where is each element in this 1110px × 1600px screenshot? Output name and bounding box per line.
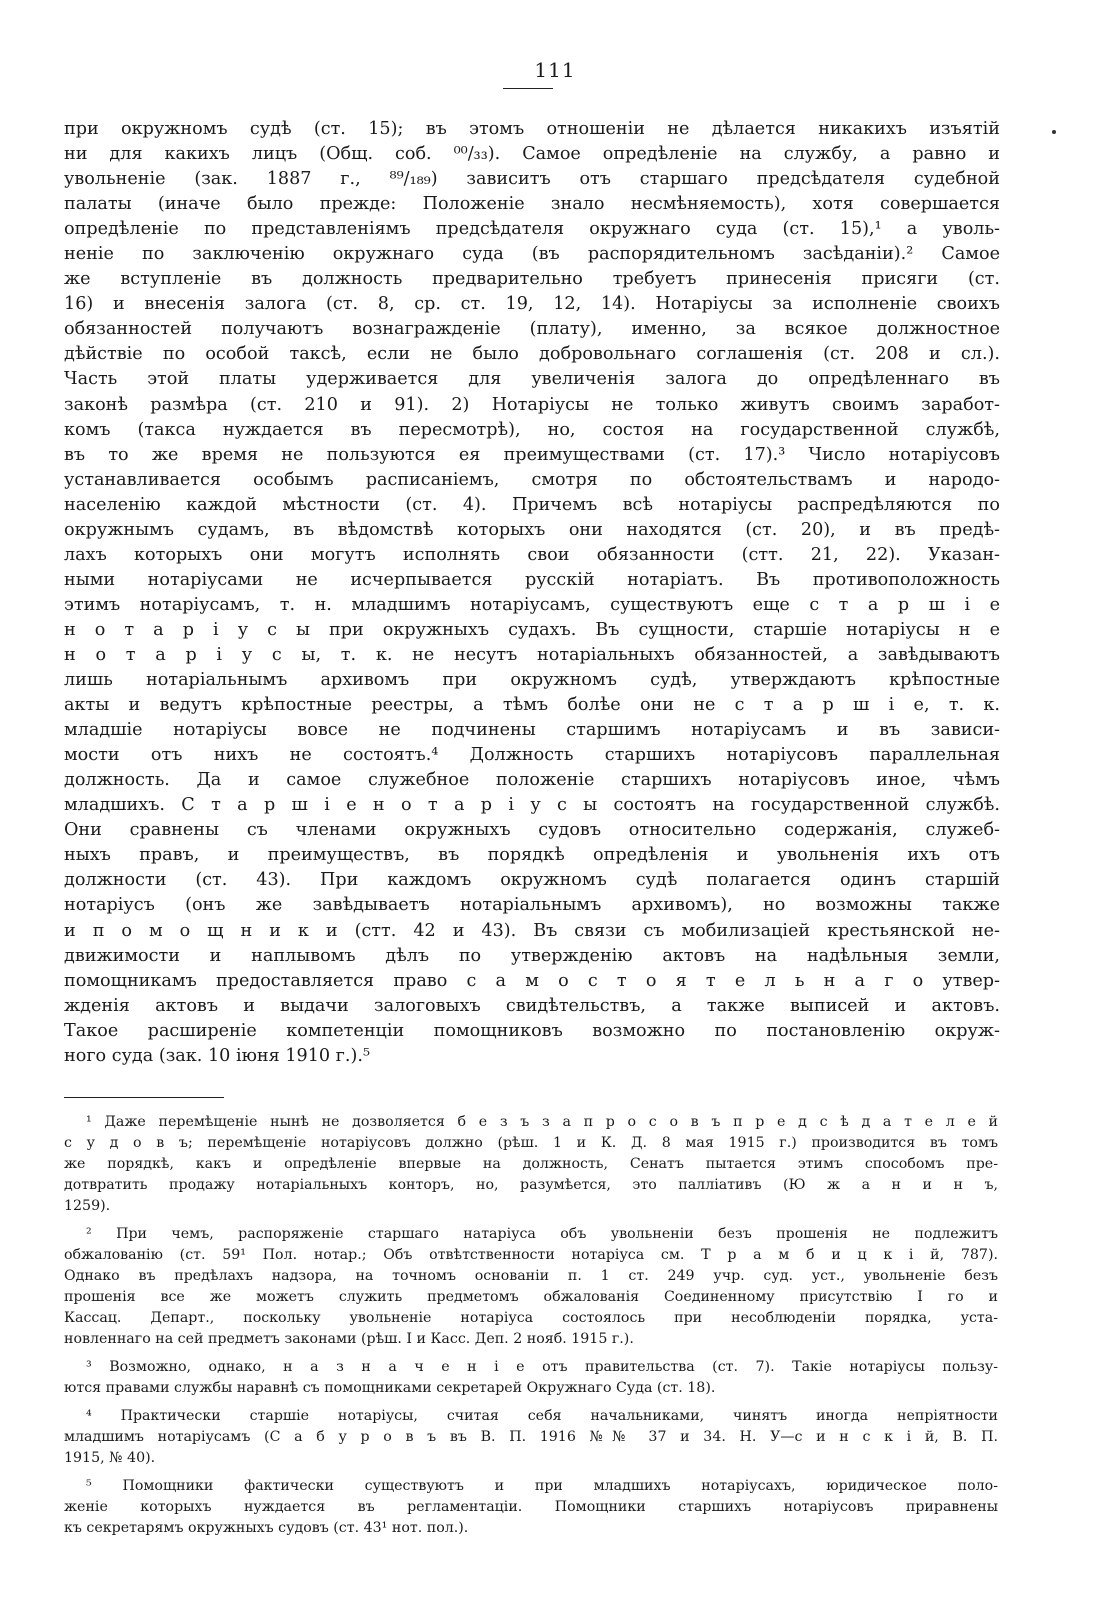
footnote-line: дотвратить продажу нотаріальныхъ конторъ, но, разумѣется, это палліативъ (Ю ж а н и н ъ, (64, 1177, 998, 1193)
footnote-line: ³ Возможно, однако, н а з н а ч е н і е отъ правительства (ст. 7). Такіе нотаріусы пользу- (86, 1359, 998, 1375)
text-line: должности (ст. 43). При каждомъ окружномъ судѣ полагается одинъ старшій (64, 870, 1000, 891)
text-line: 16) и внесенія залога (ст. 8, ср. ст. 19, 12, 14). Нотаріусы за исполненіе своихъ (64, 294, 1000, 315)
text-line: лишь нотаріальнымъ архивомъ при окружномъ судѣ, утверждаютъ крѣпостные (64, 670, 1000, 691)
text-line: младшихъ. С т а р ш і е н о т а р і у с ы состоятъ на государственной службѣ. (64, 795, 1000, 816)
footnote-3 (64, 1357, 998, 1399)
text-line: комъ (такса нуждается въ пересмотрѣ), но, состоя на государственной службѣ, (64, 419, 1000, 440)
text-line: населенію каждой мѣстности (ст. 4). Причемъ всѣ нотаріусы распредѣляются по (64, 494, 1000, 515)
text-line: должность. Да и самое служебное положеніе старшихъ нотаріусовъ иное, чѣмъ (64, 770, 1000, 791)
footnote-line: ² При чемъ, распоряженіе старшаго натаріуса объ увольненіи безъ прошенія не подлежитъ (86, 1226, 998, 1242)
text-line: обязанностей получаютъ вознагражденіе (плату), именно, за всякое должностное (64, 319, 1000, 340)
text-line: при окружномъ судѣ (ст. 15); въ этомъ отношеніи не дѣлается никакихъ изъятій (64, 119, 1000, 139)
footnote-line: же порядкѣ, какъ и опредѣленіе впервые на должность, Сенатъ пытается этимъ способомъ пре- (64, 1156, 998, 1172)
footnote-line: 1915, № 40). (64, 1450, 156, 1466)
footnote-separator (64, 1097, 224, 1098)
text-line: лахъ которыхъ они могутъ исполнять свои обязанности (стт. 21, 22). Указан- (64, 544, 1000, 565)
footnote-line: прошенія все же можетъ служить предметомъ обжалованія Соединенному присутствію I го и (64, 1289, 998, 1305)
text-line: окружнымъ судамъ, въ вѣдомствѣ которыхъ они находятся (ст. 20), и въ предѣ- (64, 519, 1000, 540)
footnote-4 (64, 1406, 998, 1469)
text-line: Они сравнены съ членами окружныхъ судовъ относительно содержанія, служеб- (64, 820, 1000, 841)
main-text (64, 117, 1000, 1069)
text-line: помощникамъ предоставляется право с а м о с т о я т е л ь н а г о утвер- (64, 970, 1000, 991)
text-line: мости отъ нихъ не состоятъ.⁴ Должность старшихъ нотаріусовъ параллельная (64, 745, 1000, 766)
text-line: же вступленіе въ должность предварительно требуетъ принесенія присяги (ст. (64, 269, 1000, 290)
text-line: законѣ размѣра (ст. 210 и 91). 2) Нотаріусы не только живутъ своимъ заработ- (64, 394, 1000, 415)
footnote-line: женіе которыхъ нуждается въ регламентаціи. Помощники старшихъ нотаріусовъ приравнены (64, 1499, 998, 1515)
text-line: дѣйствіе по особой таксѣ, если не было добровольнаго соглашенія (ст. 208 и сл.). (64, 344, 1000, 365)
text-line: ного суда (зак. 10 іюня 1910 г.).⁵ (64, 1045, 371, 1066)
page-number: 111 (534, 58, 576, 82)
footnote-line: младшимъ нотаріусамъ (С а б у р о в ъ въ В. П. 1916 №№ 37 и 34. Н. У—с и н с к і й, В. П. (64, 1429, 998, 1445)
footnote-line: новленнаго на сей предметъ законами (рѣш. I и Касс. Деп. 2 нояб. 1915 г.). (64, 1331, 634, 1347)
footnote-line: ются правами службы наравнѣ съ помощниками секретарей Окружнаго Суда (ст. 18). (64, 1380, 716, 1396)
text-line: Часть этой платы удерживается для увеличенія залога до опредѣленнаго въ (64, 369, 1000, 390)
text-line: этимъ нотаріусамъ, т. н. младшимъ нотаріусамъ, существуютъ еще с т а р ш і е (64, 594, 1000, 615)
footnote-line: с у д о в ъ; перемѣщеніе нотаріусовъ должно (рѣш. 1 и К. Д. 8 мая 1915 г.) производится въ томъ (64, 1135, 998, 1151)
footnote-line: ⁵ Помощники фактически существуютъ и при младшихъ нотаріусахъ, юридическое поло- (86, 1478, 998, 1494)
text-line: ными нотаріусами не исчерпывается русскій нотаріатъ. Въ противоположность (64, 569, 1000, 590)
text-line: Такое расширеніе компетенціи помощниковъ возможно по постановленію окруж- (64, 1020, 1000, 1041)
text-line: младшіе нотаріусы вовсе не подчинены старшимъ нотаріусамъ и въ зависи- (64, 720, 1000, 741)
text-line: жденія актовъ и выдачи залоговыхъ свидѣтельствъ, а также выписей и актовъ. (64, 995, 1000, 1016)
text-line: акты и ведутъ крѣпостные реестры, а тѣмъ болѣе они не с т а р ш і е, т. к. (64, 695, 1000, 716)
footnote-1 (64, 1112, 998, 1217)
text-line: опредѣленіе по представленіямъ предсѣдателя окружнаго суда (ст. 15),¹ а уволь- (64, 219, 1000, 240)
text-line: неніе по заключенію окружнаго суда (въ распорядительномъ засѣданіи).² Самое (64, 244, 1000, 265)
footnote-line: ¹ Даже перемѣщеніе нынѣ не дозволяется б е з ъ з а п р о с о в ъ п р е д с ѣ д а т е л е й (86, 1114, 998, 1130)
margin-mark (1052, 130, 1056, 134)
footnotes (64, 1112, 998, 1546)
footnote-5 (64, 1476, 998, 1539)
text-line: ныхъ правъ, и преимуществъ, въ порядкѣ опредѣленія и увольненія ихъ отъ (64, 845, 1000, 866)
footnote-2 (64, 1224, 998, 1350)
text-line: увольненіе (зак. 1887 г., ⁸⁹/₁₈₉) зависитъ отъ старшаго предсѣдателя судебной (64, 169, 1000, 190)
text-line: н о т а р і у с ы, т. к. не несутъ нотаріальныхъ обязанностей, а завѣдываютъ (64, 644, 1000, 665)
footnote-line: обжалованію (ст. 59¹ Пол. нотар.; Объ отвѣтственности нотаріуса см. Т р а м б и ц к і й, 787). (64, 1247, 998, 1263)
footnote-line: Однако въ предѣлахъ надзора, на точномъ основаніи п. 1 ст. 249 учр. суд. уст., увольненіе безъ (64, 1268, 998, 1284)
footnote-line: Кассац. Департ., поскольку увольненіе нотаріуса состоялось при несоблюденіи порядка, уста- (64, 1310, 998, 1326)
text-line: ни для какихъ лицъ (Общ. соб. ⁰⁰/₃₃). Самое опредѣленіе на службу, а равно и (64, 144, 1000, 165)
text-line: въ то же время не пользуются ея преимуществами (ст. 17).³ Число нотаріусовъ (64, 444, 1000, 465)
text-line: движимости и наплывомъ дѣлъ по утвержденію актовъ на надѣльныя земли, (64, 945, 1000, 966)
text-line: н о т а р і у с ы при окружныхъ судахъ. Въ сущности, старшіе нотаріусы н е (64, 619, 1000, 640)
text-line: и п о м о щ н и к и (стт. 42 и 43). Въ связи съ мобилизаціей крестьянской не- (64, 920, 1000, 941)
footnote-line: 1259). (64, 1198, 111, 1214)
page-number-underline (503, 88, 553, 89)
text-line: устанавливается особымъ расписаніемъ, смотря по обстоятельствамъ и народо- (64, 469, 1000, 490)
text-line: палаты (иначе было прежде: Положеніе знало несмѣняемость), хотя совершается (64, 194, 1000, 215)
footnote-line: къ секретарямъ окружныхъ судовъ (ст. 43¹ нот. пол.). (64, 1520, 469, 1536)
footnote-line: ⁴ Практически старшіе нотаріусы, считая себя начальниками, чинятъ иногда непріятности (86, 1408, 998, 1424)
text-line: нотаріусъ (онъ же завѣдываетъ нотаріальнымъ архивомъ), но возможны также (64, 895, 1000, 916)
